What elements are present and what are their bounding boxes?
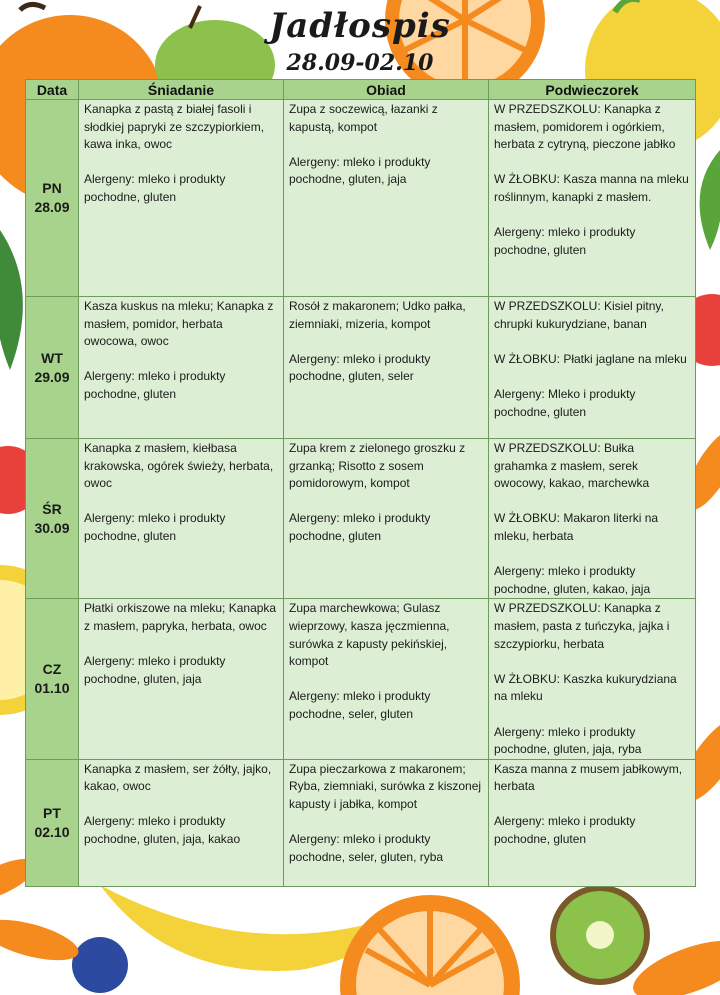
lunch-cell: Rosół z makaronem; Udko pałka, ziemniaki, mizeria, kompot Alergeny: mleko i produkty pochodne, gluten, seler: [284, 297, 489, 439]
carrot-icon: [0, 912, 82, 969]
leaf-icon: [0, 230, 23, 370]
column-header-breakfast: Śniadanie: [79, 80, 284, 100]
orange-slice-icon: [340, 895, 520, 995]
day-name: CZ: [42, 661, 62, 678]
day-cell: [26, 297, 79, 439]
day-name: PN: [42, 180, 62, 196]
table-row: [26, 759, 696, 886]
day-name: PT: [43, 804, 61, 821]
snack-cell: W PRZEDSZKOLU: Kanapka z masłem, pomidorem i ogórkiem, herbata z cytryną, pieczone jabłko W ŻŁOBKU: Kasza manna na mleku roślinnym, kanapki z masłem. Alergeny: mleko i produkty pochodne, gluten: [489, 100, 696, 297]
day-date: 28.09: [34, 199, 70, 215]
day-date: 29.09: [34, 368, 70, 385]
day-cell: [26, 100, 79, 297]
lunch-cell: Zupa krem z zielonego groszku z grzanką; Risotto z sosem pomidorowym, kompot Alergeny: mleko i produkty pochodne, gluten: [284, 439, 489, 599]
table-row: [26, 297, 696, 439]
breakfast-cell: Płatki orkiszowe na mleku; Kanapka z masłem, papryka, herbata, owoc Alergeny: mleko i produkty pochodne, gluten, jaja: [79, 599, 284, 759]
header-row: [26, 80, 696, 100]
column-header-lunch: Obiad: [284, 80, 489, 100]
day-cell: [26, 439, 79, 599]
snack-cell: W PRZEDSZKOLU: Bułka grahamka z masłem, serek owocowy, kakao, marchewka W ŻŁOBKU: Makaron literki na mleku, herbata Alergeny: mleko i produkty pochodne, gluten, kakao, jaja: [489, 439, 696, 599]
day-cell: [26, 599, 79, 759]
breakfast-cell: Kasza kuskus na mleku; Kanapka z masłem, pomidor, herbata owocowa, owoc Alergeny: mleko i produkty pochodne, gluten: [79, 297, 284, 439]
table-row: [26, 599, 696, 759]
day-date: 02.10: [34, 823, 70, 840]
day-name: ŚR: [42, 500, 62, 517]
day-cell: [26, 759, 79, 886]
leaf-icon: [700, 150, 720, 250]
table-row: [26, 439, 696, 599]
lunch-cell: Zupa marchewkowa; Gulasz wieprzowy, kasza jęczmienna, surówka z kapusty pekińskiej, kompot Alergeny: mleko i produkty pochodne, seler, gluten: [284, 599, 489, 759]
blueberry-icon: [72, 937, 128, 993]
snack-cell: Kasza manna z musem jabłkowym, herbata Alergeny: mleko i produkty pochodne, gluten: [489, 759, 696, 886]
day-date: 30.09: [34, 519, 70, 536]
day-name: WT: [41, 349, 63, 366]
menu-table: [25, 79, 696, 887]
kiwi-icon: [550, 885, 650, 985]
table-row: [26, 100, 696, 297]
date-range: 28.09-02.10: [286, 50, 434, 76]
breakfast-cell: Kanapka z masłem, kiełbasa krakowska, ogórek świeży, herbata, owoc Alergeny: mleko i produkty pochodne, gluten: [79, 439, 284, 599]
snack-cell: W PRZEDSZKOLU: Kisiel pitny, chrupki kukurydziane, banan W ŻŁOBKU: Płatki jaglane na mleku Alergeny: Mleko i produkty pochodne, gluten: [489, 297, 696, 439]
lunch-cell: Zupa pieczarkowa z makaronem; Ryba, ziemniaki, surówka z kiszonej kapusty i jabłka, kompot Alergeny: mleko i produkty pochodne, seler, gluten, ryba: [284, 759, 489, 886]
day-date: 01.10: [34, 680, 70, 697]
breakfast-cell: Kanapka z masłem, ser żółty, jajko, kakao, owoc Alergeny: mleko i produkty pochodne, gluten, jaja, kakao: [79, 759, 284, 886]
breakfast-cell: Kanapka z pastą z białej fasoli i słodkiej papryki ze szczypiorkiem, kawa inka, owoc Alergeny: mleko i produkty pochodne, gluten: [79, 100, 284, 297]
lunch-cell: Zupa z soczewicą, łazanki z kapustą, kompot Alergeny: mleko i produkty pochodne, gluten, jaja: [284, 100, 489, 297]
column-header-snack: Podwieczorek: [489, 80, 696, 100]
column-header-date: Data: [26, 80, 79, 100]
page-title: Jadłospis: [269, 6, 451, 46]
snack-cell: W PRZEDSZKOLU: Kanapka z masłem, pasta z tuńczyka, jajka i szczypiorku, herbata W ŻŁOBKU: Kaszka kukurydziana na mleku Alergeny: mleko i produkty pochodne, gluten, jaja, ryba: [489, 599, 696, 759]
